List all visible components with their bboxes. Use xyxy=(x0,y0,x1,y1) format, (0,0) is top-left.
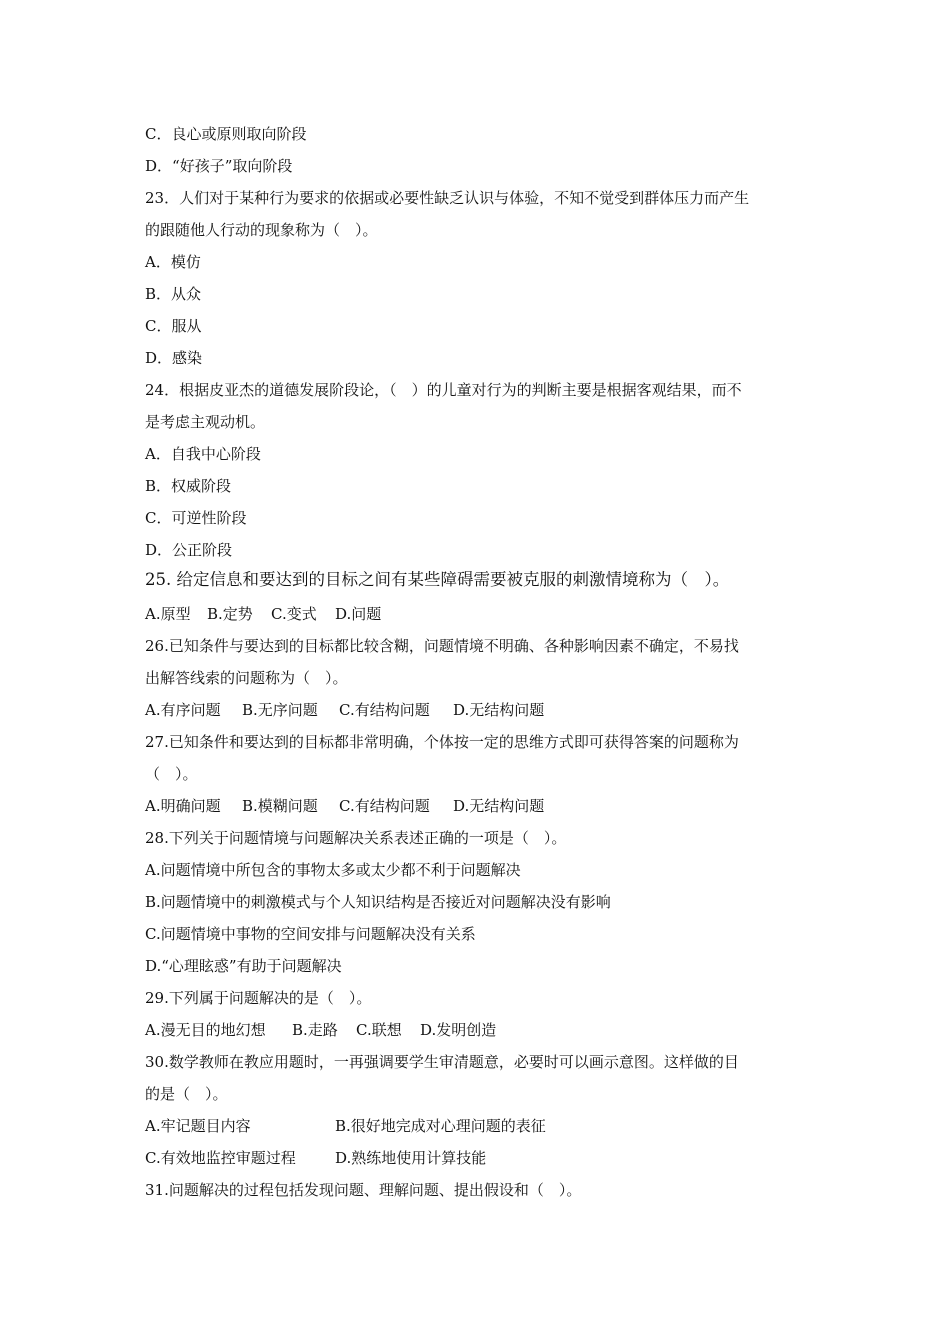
q23-stem-line-2: 的跟随他人行动的现象称为（ ）。 xyxy=(145,221,378,239)
q29-option-c: C.联想 xyxy=(356,1021,402,1039)
q24-option-c: C．可逆性阶段 xyxy=(145,509,247,527)
q27-stem-line-1: 27.已知条件和要达到的目标都非常明确，个体按一定的思维方式即可获得答案的问题称为 xyxy=(145,733,739,751)
q23-stem-line-1: 23．人们对于某种行为要求的依据或必要性缺乏认识与体验，不知不觉受到群体压力而产生 xyxy=(145,189,750,207)
q26-option-b: B.无序问题 xyxy=(242,701,318,719)
q27-options xyxy=(145,796,815,816)
q24-stem-line-2: 是考虑主观动机。 xyxy=(145,413,266,431)
q28-stem: 28.下列关于问题情境与问题解决关系表述正确的一项是（ ）。 xyxy=(145,829,567,847)
q26-options xyxy=(145,700,815,720)
q23-option-a: A．模仿 xyxy=(145,253,201,271)
q30-option-b: B.很好地完成对心理问题的表征 xyxy=(335,1117,546,1135)
q26-option-c: C.有结构问题 xyxy=(339,701,430,719)
q28-option-a: A.问题情境中所包含的事物太多或太少都不利于问题解决 xyxy=(145,861,521,879)
q30-option-a: A.牢记题目内容 xyxy=(145,1117,251,1135)
q29-option-a: A.漫无目的地幻想 xyxy=(145,1021,266,1039)
q25-option-c: C.变式 xyxy=(271,605,317,623)
q27-option-b: B.模糊问题 xyxy=(242,797,318,815)
q30-stem-line-1: 30.数学教师在教应用题时，一再强调要学生审清题意，必要时可以画示意图。这样做的目 xyxy=(145,1053,739,1071)
q22-option-c: C．良心或原则取向阶段 xyxy=(145,125,307,143)
q29-option-b: B.走路 xyxy=(292,1021,338,1039)
q25-options xyxy=(145,604,815,624)
q29-option-d: D.发明创造 xyxy=(420,1021,497,1039)
q25-stem: 25. 给定信息和要达到的目标之间有某些障碍需要被克服的刺激情境称为（ ）。 xyxy=(145,570,730,589)
q30-options-row-2 xyxy=(145,1148,815,1168)
q30-stem-line-2: 的是（ ）。 xyxy=(145,1085,228,1103)
q27-option-d: D.无结构问题 xyxy=(453,797,545,815)
q30-option-c: C.有效地监控审题过程 xyxy=(145,1149,296,1167)
q28-option-b: B.问题情境中的刺激模式与个人知识结构是否接近对问题解决没有影响 xyxy=(145,893,611,911)
q30-option-d: D.熟练地使用计算技能 xyxy=(335,1149,487,1167)
q27-option-a: A.明确问题 xyxy=(145,797,221,815)
q25-option-a: A.原型 xyxy=(145,605,191,623)
q25-option-d: D.问题 xyxy=(335,605,382,623)
q27-stem-line-2: （ ）。 xyxy=(145,765,198,783)
q23-option-b: B．从众 xyxy=(145,285,202,303)
q28-option-c: C.问题情境中事物的空间安排与问题解决没有关系 xyxy=(145,925,476,943)
q29-options xyxy=(145,1020,815,1040)
q30-options-row-1 xyxy=(145,1116,815,1136)
q31-stem: 31.问题解决的过程包括发现问题、理解问题、提出假设和（ ）。 xyxy=(145,1181,582,1199)
q24-option-b: B．权威阶段 xyxy=(145,477,232,495)
q24-stem-line-1: 24．根据皮亚杰的道德发展阶段论，（ ）的儿童对行为的判断主要是根据客观结果，而不 xyxy=(145,381,742,399)
q24-option-d: D．公正阶段 xyxy=(145,541,233,559)
q27-option-c: C.有结构问题 xyxy=(339,797,430,815)
q26-option-d: D.无结构问题 xyxy=(453,701,545,719)
q26-option-a: A.有序问题 xyxy=(145,701,221,719)
q26-stem-line-1: 26.已知条件与要达到的目标都比较含糊，问题情境不明确、各种影响因素不确定，不易找 xyxy=(145,637,739,655)
q28-option-d: D.“心理眩惑”有助于问题解决 xyxy=(145,957,342,975)
q23-option-c: C．服从 xyxy=(145,317,202,335)
q26-stem-line-2: 出解答线索的问题称为（ ）。 xyxy=(145,669,348,687)
q29-stem: 29.下列属于问题解决的是（ ）。 xyxy=(145,989,372,1007)
q22-option-d: D．“好孩子”取向阶段 xyxy=(145,157,293,175)
q24-option-a: A．自我中心阶段 xyxy=(145,445,261,463)
q23-option-d: D．感染 xyxy=(145,349,203,367)
q25-option-b: B.定势 xyxy=(207,605,253,623)
